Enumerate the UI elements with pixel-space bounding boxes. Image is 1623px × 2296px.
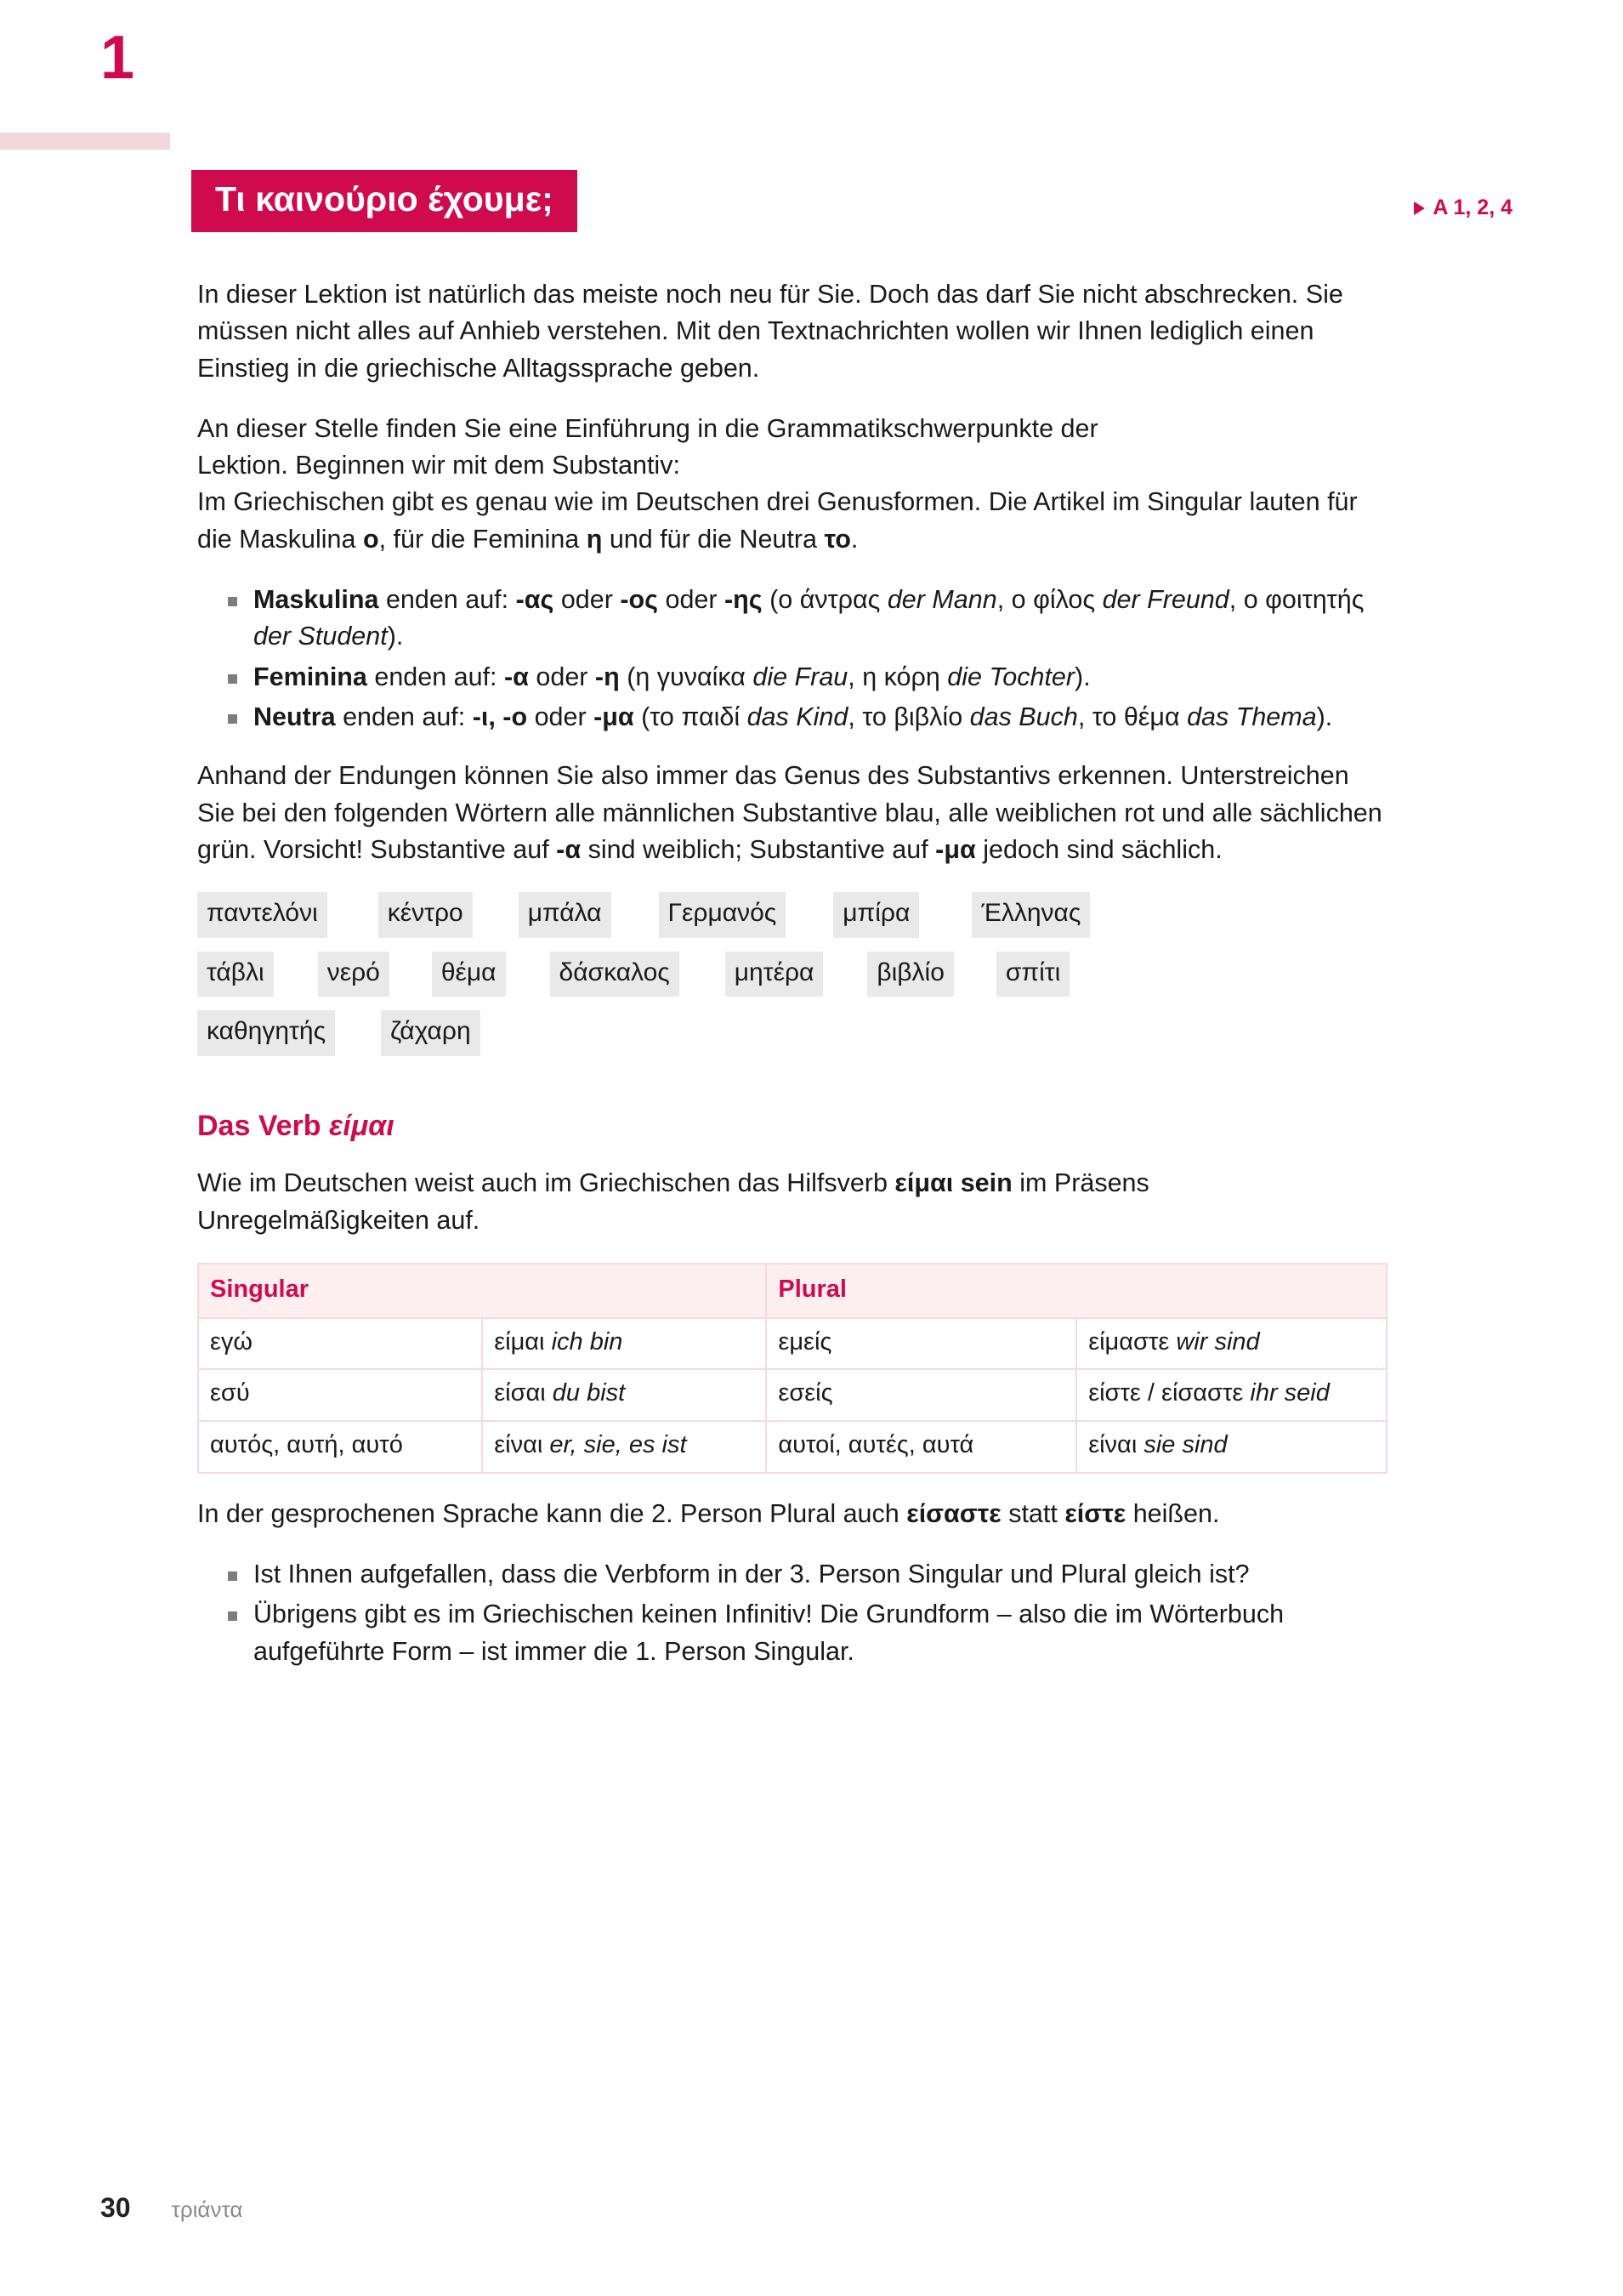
exercise-reference: [1414, 196, 1512, 220]
instruction-text-c: jedoch sind sächlich.: [975, 834, 1223, 864]
conjugation-table: [197, 1263, 1387, 1474]
rule-text-2: oder: [553, 585, 621, 615]
verb-gloss: ihr seid: [1250, 1379, 1330, 1407]
note-form-1: είσαστε: [906, 1498, 1002, 1528]
page-footer: [100, 2192, 242, 2224]
verb-gloss: du bist: [552, 1379, 626, 1407]
table-body: [198, 1318, 1387, 1473]
instruction-text-b: sind weiblich; Substantive auf: [581, 834, 936, 864]
rule-example-mid-2: , ο φοιτητής: [1229, 585, 1365, 615]
table-row: [198, 1318, 1387, 1370]
cell-singular-form: [482, 1318, 766, 1370]
column-header-plural: Plural: [766, 1264, 1387, 1318]
rule-gloss-1: der Mann: [887, 585, 997, 615]
list-item: Übrigens gibt es im Griechischen keinen Infinitiv! Die Grundform – also die im Wörterbuch aufgeführte Form – ist immer die 1. Person Singular.: [228, 1596, 1387, 1670]
verb-gloss: er, sie, es ist: [549, 1431, 687, 1459]
cell-singular-form: [482, 1421, 766, 1473]
rule-example-mid-1: , ο φίλος: [996, 585, 1103, 615]
rule-text-1: enden auf:: [335, 702, 473, 731]
article-feminine: η: [586, 524, 603, 554]
word-chip[interactable]: Έλληνας: [972, 892, 1090, 938]
exercise-instruction: [197, 758, 1387, 868]
chapter-number: 1: [100, 24, 134, 92]
cell-plural-form: [1076, 1369, 1387, 1421]
rule-gloss-3: der Student: [253, 622, 388, 651]
verb-intro-paragraph: [197, 1165, 1387, 1239]
word-chip[interactable]: κέντρο: [378, 892, 473, 938]
word-chip[interactable]: δάσκαλος: [550, 952, 679, 997]
verb-intro-text-b: im Präsens Unregelmäßigkeiten auf.: [197, 1168, 1149, 1235]
genus-text-d: .: [850, 524, 859, 554]
cell-singular-pronoun: αυτός, αυτή, αυτό: [198, 1421, 482, 1473]
cell-plural-pronoun: εσείς: [766, 1369, 1076, 1421]
rule-text-2: oder: [527, 702, 594, 731]
rule-label: Neutra: [253, 702, 336, 731]
verb-form: είμαστε: [1088, 1327, 1177, 1355]
chapter-rule: [0, 133, 170, 150]
page-title: Τι καινούριο έχουμε;: [191, 170, 577, 232]
genus-text-c: und für die Neutra: [602, 524, 825, 554]
instruction-text-a: Anhand der Endungen können Sie also immer das Genus des Substantivs erkennen. Unterstreichen Sie bei den folgenden Wörtern alle männlichen Substantive blau, alle weiblichen rot und alle sächlichen grün. Vorsicht! Substantive auf: [197, 761, 1382, 864]
instruction-ending-2: -μα: [935, 834, 976, 864]
rule-ending-3: -ης: [724, 585, 763, 615]
word-chip-row: [197, 952, 1379, 997]
exercise-reference-label: A 1, 2, 4: [1433, 196, 1512, 219]
word-chip[interactable]: ζάχαρη: [381, 1010, 480, 1056]
rule-example-close: ).: [1075, 662, 1091, 691]
word-chip[interactable]: μπάλα: [519, 892, 611, 938]
note-form-2: είστε: [1064, 1498, 1126, 1528]
intro-paragraph-2-line-3: [197, 484, 1387, 558]
rule-example-close: ).: [1316, 702, 1333, 731]
rule-gloss-3: das Thema: [1187, 702, 1317, 731]
note-text-c: heißen.: [1126, 1498, 1220, 1528]
word-chip[interactable]: νερό: [318, 952, 389, 997]
list-item: [228, 659, 1387, 696]
rule-label: Maskulina: [253, 585, 379, 615]
word-chip-row: [197, 892, 1379, 938]
note-text-a: In der gesprochenen Sprache kann die 2. Person Plural auch: [197, 1498, 907, 1528]
note-text-b: statt: [1001, 1498, 1065, 1528]
list-item: Ist Ihnen aufgefallen, dass die Verbform in der 3. Person Singular und Plural gleich ist?: [228, 1556, 1387, 1593]
verb-gloss: ich bin: [551, 1327, 623, 1355]
list-item: [228, 699, 1387, 736]
genus-rules-list: [197, 582, 1387, 736]
section-heading-verb-word: είμαι: [328, 1109, 394, 1142]
rule-example-mid-2: , το θέμα: [1077, 702, 1188, 731]
page-number: 30: [100, 2192, 131, 2223]
cell-singular-pronoun: εγώ: [198, 1318, 482, 1370]
cell-plural-form: [1076, 1318, 1387, 1370]
word-chip-row: [197, 1010, 1379, 1056]
rule-example-mid-1: , το βιβλίο: [848, 702, 970, 731]
verb-intro-text-a: Wie im Deutschen weist auch im Griechischen das Hilfsverb: [197, 1168, 895, 1198]
word-chip[interactable]: Γερμανός: [659, 892, 786, 938]
list-item: [228, 582, 1387, 656]
rule-gloss-1: das Kind: [746, 702, 848, 731]
verb-form: είναι: [1088, 1431, 1144, 1459]
cell-plural-form: [1076, 1421, 1387, 1473]
table-head: [198, 1264, 1387, 1318]
intro-paragraph-2-line-2: Lektion. Beginnen wir mit dem Substantiv:: [197, 451, 680, 480]
word-chip[interactable]: μπίρα: [833, 892, 919, 938]
table-row: [198, 1369, 1387, 1421]
word-chip[interactable]: βιβλίο: [867, 952, 954, 997]
cell-singular-pronoun: εσύ: [198, 1369, 482, 1421]
article-masculine: ο: [362, 524, 379, 554]
rule-text-1: enden auf:: [366, 662, 504, 691]
word-chip[interactable]: μητέρα: [725, 952, 824, 997]
table-row: [198, 1421, 1387, 1473]
word-chip-grid: [197, 892, 1379, 1056]
cell-plural-pronoun: εμείς: [766, 1318, 1076, 1370]
triangle-right-icon: [1414, 202, 1425, 215]
table-header-row: [198, 1264, 1387, 1318]
verb-form: είμαι: [494, 1327, 552, 1355]
rule-ending-2: -μα: [593, 702, 634, 731]
page-number-word: τριάντα: [171, 2197, 243, 2222]
article-neuter: το: [824, 524, 851, 554]
verb-note-paragraph: [197, 1496, 1387, 1532]
rule-gloss-2: das Buch: [969, 702, 1078, 731]
word-chip[interactable]: καθηγητής: [197, 1010, 335, 1056]
instruction-ending-1: -α: [556, 834, 582, 864]
verb-intro-verb: είμαι sein: [894, 1168, 1013, 1198]
rule-text-1: enden auf:: [378, 585, 516, 615]
verb-notes-list: [197, 1556, 1387, 1670]
cell-singular-form: [482, 1369, 766, 1421]
rule-gloss-2: die Tochter: [947, 662, 1075, 691]
cell-plural-pronoun: αυτοί, αυτές, αυτά: [766, 1421, 1076, 1473]
rule-text-2: oder: [528, 662, 595, 691]
rule-label: Feminina: [253, 662, 367, 691]
column-header-singular: Singular: [198, 1264, 766, 1318]
rule-ending-1: -ας: [515, 585, 554, 615]
rule-example-open: (ο άντρας: [762, 585, 888, 615]
word-chip[interactable]: θέμα: [432, 952, 506, 997]
genus-text-a: Im Griechischen gibt es genau wie im Deutschen drei Genusformen. Die Artikel im Singular lauten für die Maskulina: [197, 487, 1358, 554]
rule-ending-2: -ος: [620, 585, 659, 615]
verb-form: είσαι: [494, 1379, 553, 1407]
rule-example-open: (το παιδί: [633, 702, 747, 731]
intro-paragraph-1: In dieser Lektion ist natürlich das meiste noch neu für Sie. Doch das darf Sie nicht abschrecken. Sie müssen nicht alles auf Anhieb verstehen. Mit den Textnachrichten wollen wir Ihnen lediglich einen Einstieg in die griechische Alltagssprache geben.: [197, 280, 1343, 383]
verb-gloss: sie sind: [1143, 1431, 1228, 1459]
rule-example-open: (η γυναίκα: [619, 662, 753, 691]
verb-form: είστε / είσαστε: [1088, 1379, 1251, 1407]
rule-ending-1: -α: [504, 662, 529, 691]
section-heading-verb: [197, 1109, 1387, 1144]
content-column: [197, 276, 1387, 1692]
rule-ending-2: -η: [594, 662, 620, 691]
verb-form: είναι: [494, 1431, 550, 1459]
word-chip[interactable]: παντελόνι: [197, 892, 327, 938]
rule-text-3: oder: [658, 585, 725, 615]
word-chip[interactable]: τάβλι: [197, 952, 274, 997]
rule-example-close: ).: [387, 622, 404, 651]
rule-example-mid-1: , η κόρη: [848, 662, 948, 691]
verb-gloss: wir sind: [1176, 1327, 1260, 1355]
genus-text-b: , für die Feminina: [378, 524, 587, 554]
intro-paragraph-2-line-1: An dieser Stelle finden Sie eine Einführung in die Grammatikschwerpunkte der: [197, 413, 1098, 443]
rule-ending-1: -ι, -ο: [472, 702, 528, 731]
rule-gloss-1: die Frau: [752, 662, 848, 691]
word-chip[interactable]: σπίτι: [996, 952, 1070, 997]
section-heading-prefix: Das Verb: [197, 1109, 329, 1142]
rule-gloss-2: der Freund: [1102, 585, 1229, 615]
